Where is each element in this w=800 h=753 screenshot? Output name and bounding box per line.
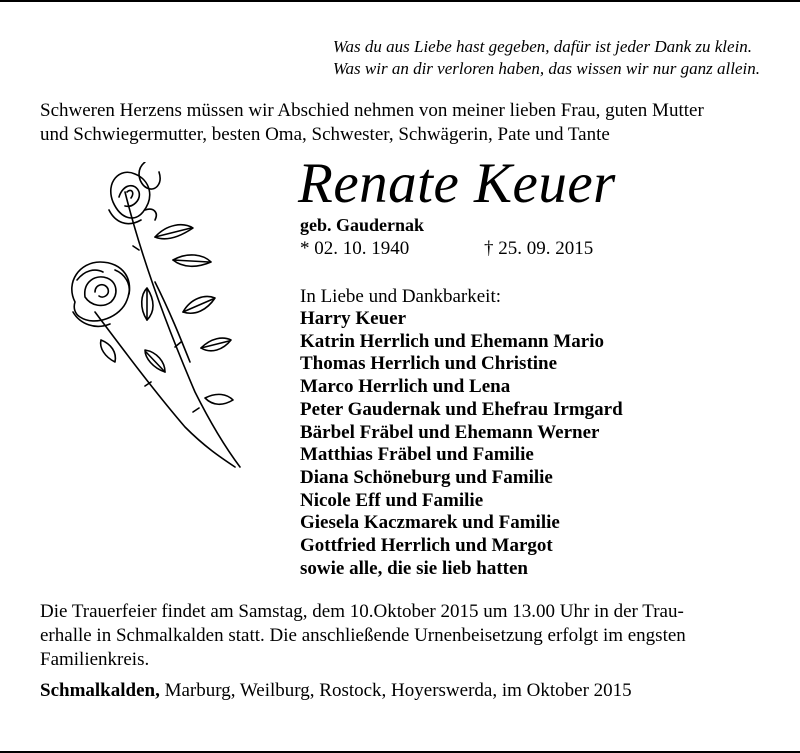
list-item: Giesela Kaczmarek und Familie	[300, 512, 560, 534]
funeral-line-3: Familienkreis.	[40, 649, 150, 670]
place-and-date	[40, 679, 632, 703]
list-item: Nicole Eff und Familie	[300, 489, 484, 511]
mourners-intro: In Liebe und Dankbarkeit:	[300, 286, 502, 307]
death-date: † 25. 09. 2015	[484, 238, 594, 259]
intro-text	[40, 99, 770, 147]
intro-line-1: Schweren Herzens müssen wir Abschied nehmen von meiner lieben Frau, guten Mutter	[40, 100, 704, 121]
list-item: Peter Gaudernak und Ehefrau Irmgard	[300, 398, 623, 420]
place-city: Schmalkalden,	[40, 680, 160, 701]
funeral-info	[40, 600, 760, 672]
mourners-list	[300, 308, 623, 580]
memorial-quote	[333, 36, 760, 80]
quote-line-1: Was du aus Liebe hast gegeben, dafür ist jeder Dank zu klein.	[332, 37, 753, 56]
funeral-line-1: Die Trauerfeier findet am Samstag, dem 10.Oktober 2015 um 13.00 Uhr in der Trau-	[40, 601, 684, 622]
deceased-name: Renate Keuer	[298, 152, 616, 215]
birth-date: * 02. 10. 1940	[300, 238, 410, 259]
list-item: Matthias Fräbel und Familie	[300, 444, 534, 466]
funeral-line-2: erhalle in Schmalkalden statt. Die anschließende Urnenbeisetzung erfolgt im engsten	[40, 625, 686, 646]
list-item: Bärbel Fräbel und Ehemann Werner	[300, 421, 600, 443]
rose-drawing-icon	[55, 162, 245, 472]
quote-line-2: Was wir an dir verloren haben, das wissen wir nur ganz allein.	[332, 59, 760, 78]
list-item: Katrin Herrlich und Ehemann Mario	[300, 330, 604, 352]
maiden-name: geb. Gaudernak	[300, 215, 425, 235]
intro-line-2: und Schwiegermutter, besten Oma, Schwester, Schwägerin, Pate und Tante	[40, 124, 610, 145]
list-item: Marco Herrlich und Lena	[300, 376, 511, 398]
list-item: Thomas Herrlich und Christine	[300, 353, 558, 375]
place-rest: Marburg, Weilburg, Rostock, Hoyerswerda, im Oktober 2015	[159, 680, 632, 701]
list-item: Gottfried Herrlich und Margot	[300, 535, 553, 557]
list-item: sowie alle, die sie lieb hatten	[300, 557, 528, 579]
list-item: Diana Schöneburg und Familie	[300, 466, 553, 488]
list-item: Harry Keuer	[300, 308, 407, 329]
